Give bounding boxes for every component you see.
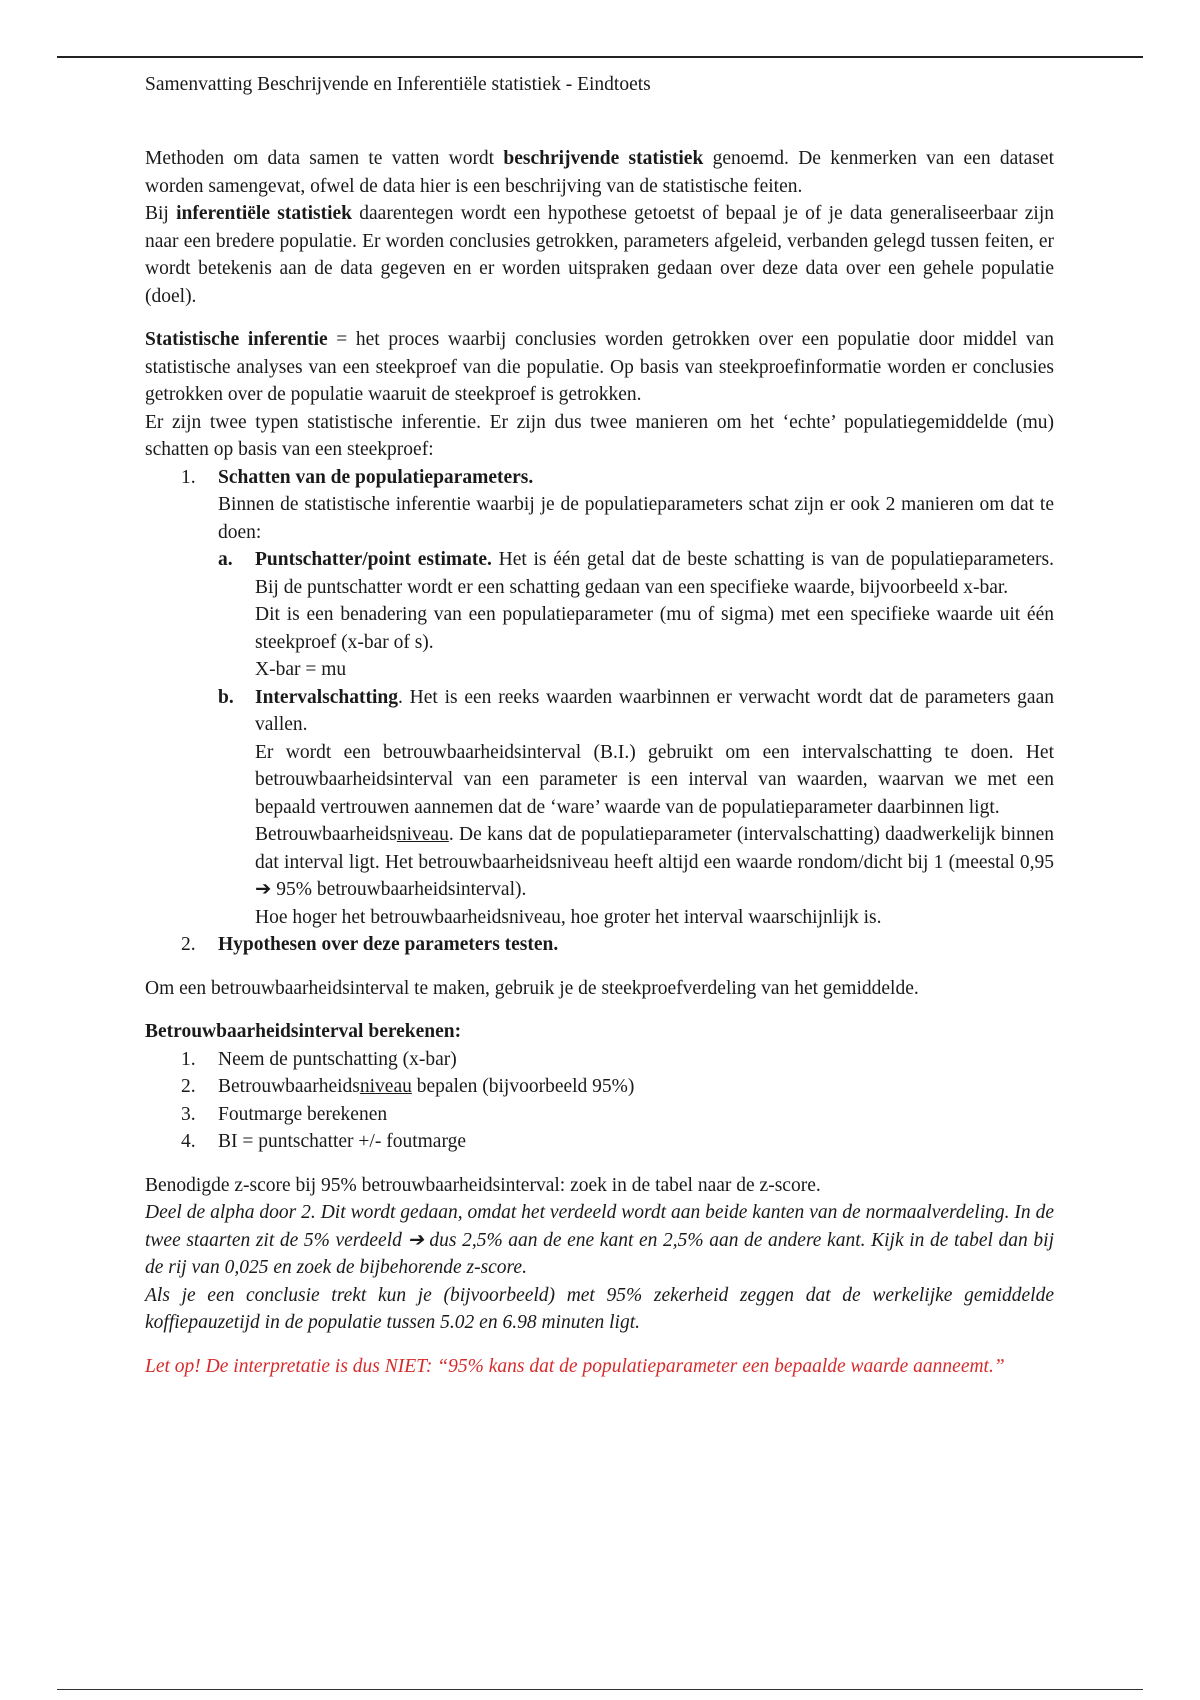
list-item: 1. Schatten van de populatieparameters. <box>181 466 534 488</box>
list-item: 3. Foutmarge berekenen <box>181 1103 388 1125</box>
sub-item-a-formula: X-bar = mu <box>255 659 347 680</box>
conclusion-example: Als je een conclusie trekt kun je (bijvoorbeeld) met 95% zekerheid zeggen dat de werkelijke gemiddelde koffiepauzetijd in de populatie tussen 5.02 en 6.98 minuten ligt. <box>145 1284 1054 1333</box>
bi-steps-list <box>145 1046 1054 1156</box>
page-header: Samenvatting Beschrijvende en Inferentiële statistiek - Eindtoets <box>145 74 651 95</box>
zscore-explanation: Deel de alpha door 2. Dit wordt gedaan, omdat het verdeeld wordt aan beide kanten van de normaalverdeling. In de twee staarten zit de 5% verdeeld ➔ dus 2,5% aan de ene kant en 2,5% aan de andere kant. Kijk in de tabel dan bij de rij van 0,025 en zoek de bijbehorende z-score. <box>145 1202 1054 1278</box>
inferentie-types: Er zijn twee typen statistische inferentie. Er zijn dus twee manieren om het ‘echte’ populatiegemiddelde (mu) schatten op basis van een steekproef: <box>145 411 1054 460</box>
sub-item-b: b. Intervalschatting. Het is een reeks waarden waarbinnen er verwacht wordt dat de parameters gaan vallen. <box>218 686 1054 735</box>
item-title: Schatten van de populatieparameters. <box>218 466 534 488</box>
bi-intro: Om een betrouwbaarheidsinterval te maken, gebruik je de steekproefverdeling van het gemiddelde. <box>145 977 919 999</box>
intro-paragraph-1: Methoden om data samen te vatten wordt beschrijvende statistiek genoemd. De kenmerken van een dataset worden samengevat, ofwel de data hier is een beschrijving van de statistische feiten. <box>145 148 1054 197</box>
sub-item-a: a. Puntschatter/point estimate. Het is één getal dat de beste schatting is van de populatieparameters. Bij de puntschatter wordt er een schatting gedaan van een specifieke waarde, bijvoorbeeld x-bar. <box>218 549 1054 598</box>
sub-item-b-note: Hoe hoger het betrouwbaarheidsniveau, hoe groter het interval waarschijnlijk is. <box>255 906 882 928</box>
warning-note: Let op! De interpretatie is dus NIET: “95% kans dat de populatieparameter een bepaalde waarde aanneemt.” <box>145 1355 1005 1377</box>
item-title: Hypothesen over deze parameters testen. <box>218 934 559 955</box>
inference-types-list <box>145 464 1054 959</box>
list-item: 2. Hypothesen over deze parameters testen. <box>181 934 559 955</box>
list-item: 1. Neem de puntschatting (x-bar) <box>181 1048 457 1070</box>
list-item: 2. Betrouwbaarheidsniveau bepalen (bijvoorbeeld 95%) <box>181 1076 635 1097</box>
zscore-line: Benodigde z-score bij 95% betrouwbaarheidsinterval: zoek in de tabel naar de z-score. <box>145 1174 821 1196</box>
sub-item-b-niveau: Betrouwbaarheidsniveau. De kans dat de populatieparameter (intervalschatting) daadwerkelijk binnen dat interval ligt. Het betrouwbaarheidsniveau heeft altijd een waarde rondom/dicht bij 1 (meestal 0,95 ➔ 95% betrouwbaarheidsinterval). <box>255 824 1054 900</box>
item-text: Binnen de statistische inferentie waarbij je de populatieparameters schat zijn er ook 2 manieren om dat te doen: <box>218 494 1054 543</box>
list-item: 4. BI = puntschatter +/- foutmarge <box>181 1131 466 1152</box>
header-rule <box>57 56 1143 58</box>
sub-item-a-text: Dit is een benadering van een populatieparameter (mu of sigma) met een specifieke waarde uit één steekproef (x-bar of s). <box>255 604 1054 653</box>
bi-heading: Betrouwbaarheidsinterval berekenen: <box>145 1021 462 1042</box>
inferentie-definition: Statistische inferentie = het proces waarbij conclusies worden getrokken over een populatie door middel van statistische analyses van een steekproef van die populatie. Op basis van steekproefinformatie worden er conclusies getrokken over de populatie waaruit de steekproef is getrokken. <box>145 329 1054 405</box>
document-body <box>145 145 1054 1380</box>
sub-item-b-text: Er wordt een betrouwbaarheidsinterval (B.I.) gebruikt om een intervalschatting te doen. Het betrouwbaarheidsinterval van een parameter is een interval van waarden, waarvan we met een bepaald vertrouwen aannemen dat de ‘ware’ waarde van de populatieparameter daarbinnen ligt. <box>255 741 1054 818</box>
footer-rule <box>57 1689 1143 1690</box>
intro-paragraph-2: Bij inferentiële statistiek daarentegen wordt een hypothese getoetst of bepaal je of je data generaliseerbaar zijn naar een bredere populatie. Er worden conclusies getrokken, parameters afgeleid, verbanden gelegd tussen feiten, er wordt betekenis aan de data gegeven en er worden uitspraken gedaan over deze data over een gehele populatie (doel). <box>145 203 1054 307</box>
